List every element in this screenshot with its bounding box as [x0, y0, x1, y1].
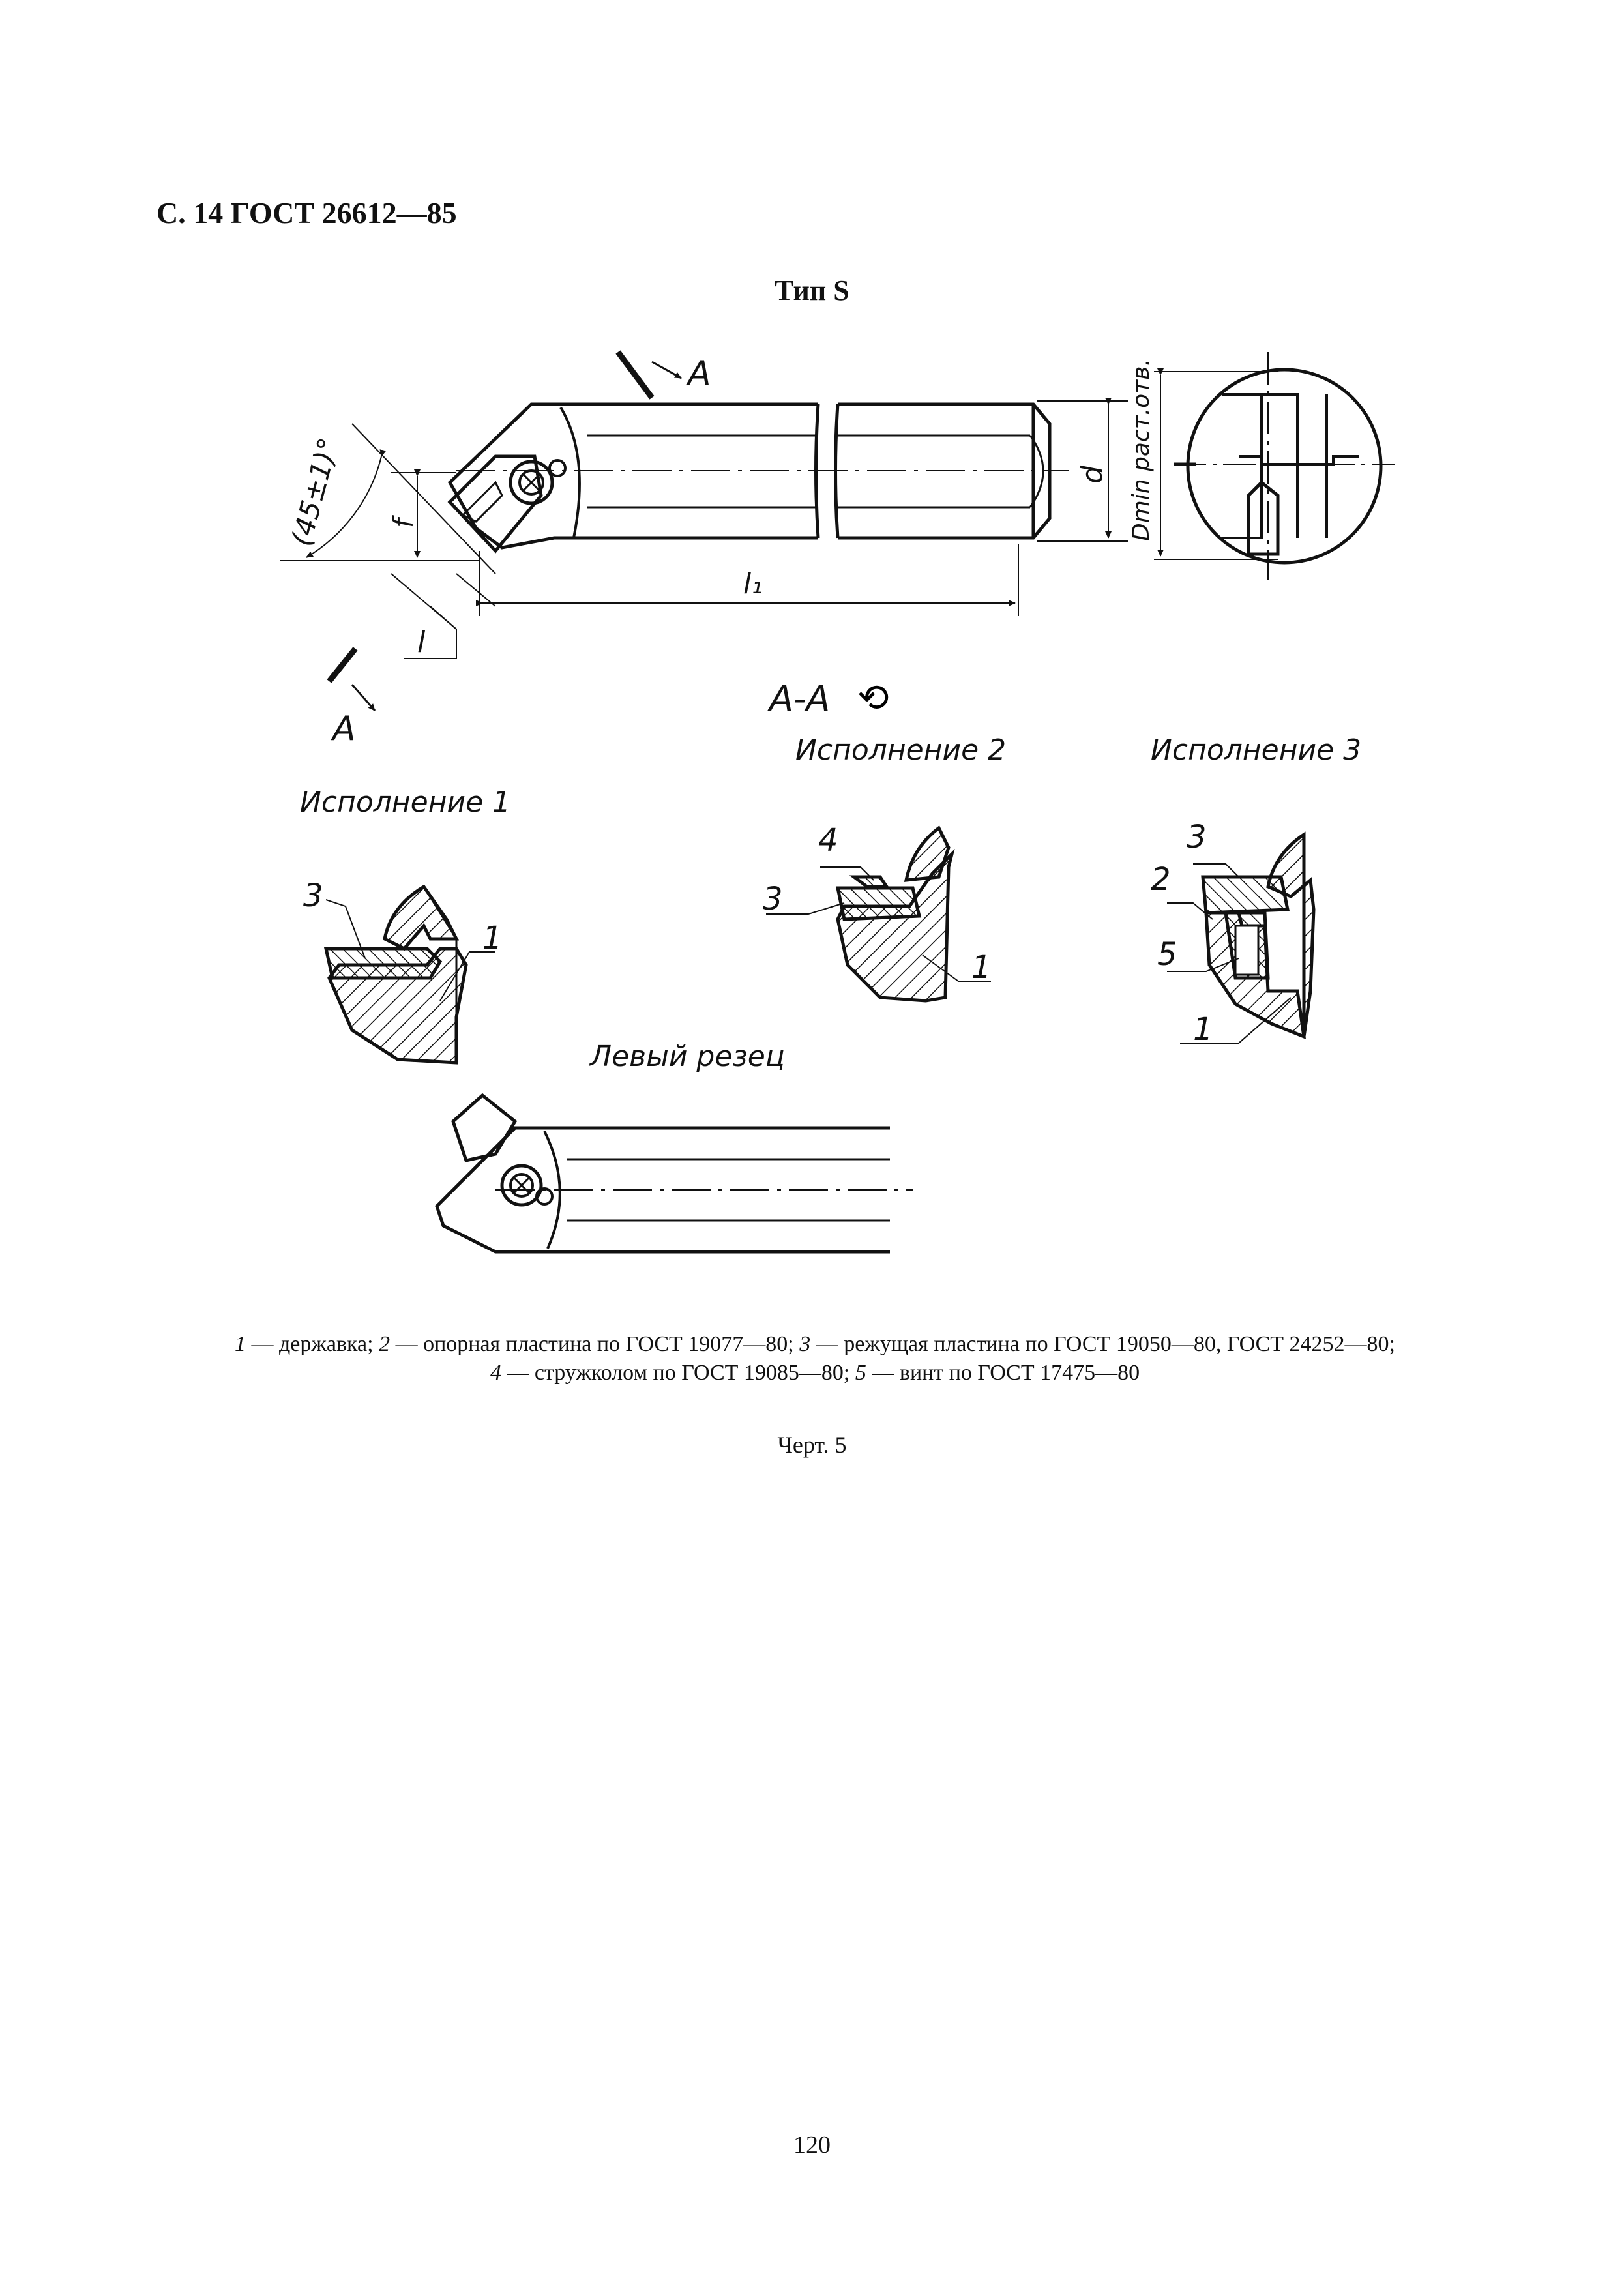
caption-num: 5: [855, 1361, 866, 1385]
caption-num: 4: [490, 1361, 501, 1385]
figure-caption: [130, 1330, 1499, 1387]
angle-label: (45±1)°: [285, 434, 345, 550]
section-variant-2: [766, 828, 991, 1001]
end-view: [1174, 352, 1395, 580]
page-header: С. 14 ГОСТ 26612—85: [156, 196, 457, 229]
page-number: 120: [793, 2131, 831, 2159]
caption-text: — опорная пластина по ГОСТ 19077—80;: [390, 1332, 800, 1356]
variant-2-title: Исполнение 2: [795, 733, 1007, 767]
dim-l-label: l: [417, 626, 426, 659]
type-title: Тип S: [775, 274, 849, 306]
caption-num: 2: [379, 1332, 391, 1356]
caption-text: — винт по ГОСТ 17475—80: [866, 1361, 1140, 1385]
section-variant-1: [326, 887, 495, 1063]
caption-text: — режущая пластина по ГОСТ 19050—80, ГОСТ 24252—80;: [810, 1332, 1396, 1356]
dim-f-label: f: [387, 518, 419, 528]
v3-part-5: 5: [1157, 936, 1177, 973]
section-mark-top: A: [688, 354, 711, 393]
section-title: A-A: [769, 678, 831, 719]
dim-dmin-label: Dmin paст.oтв.: [1128, 359, 1155, 541]
variant-1-title: Исполнение 1: [300, 786, 511, 819]
v2-part-4: 4: [818, 822, 838, 859]
rotation-mark-icon: ⟲: [857, 675, 889, 720]
caption-num: 1: [234, 1332, 246, 1356]
left-cutter-view: [437, 1095, 913, 1252]
v2-part-1: 1: [971, 949, 992, 986]
v3-part-2: 2: [1151, 861, 1171, 898]
v1-part-3: 3: [303, 878, 323, 914]
v2-part-3: 3: [763, 881, 783, 917]
caption-text: — державка;: [245, 1332, 379, 1356]
left-cutter-title: Левый резец: [590, 1040, 785, 1073]
dim-l1-label: l₁: [743, 567, 763, 600]
v1-part-1: 1: [482, 920, 503, 956]
v3-part-1: 1: [1193, 1011, 1213, 1048]
dim-d-label: d: [1076, 466, 1109, 484]
variant-3-title: Исполнение 3: [1151, 733, 1362, 767]
section-variant-3: [1167, 835, 1314, 1043]
caption-num: 3: [799, 1332, 811, 1356]
caption-line-2: [130, 1359, 1499, 1387]
section-mark-bottom: A: [332, 709, 356, 748]
caption-line-1: [130, 1330, 1499, 1359]
caption-text: — стружколом по ГОСТ 19085—80;: [501, 1361, 855, 1385]
figure-number: Черт. 5: [777, 1432, 847, 1458]
v3-part-3: 3: [1187, 819, 1207, 855]
